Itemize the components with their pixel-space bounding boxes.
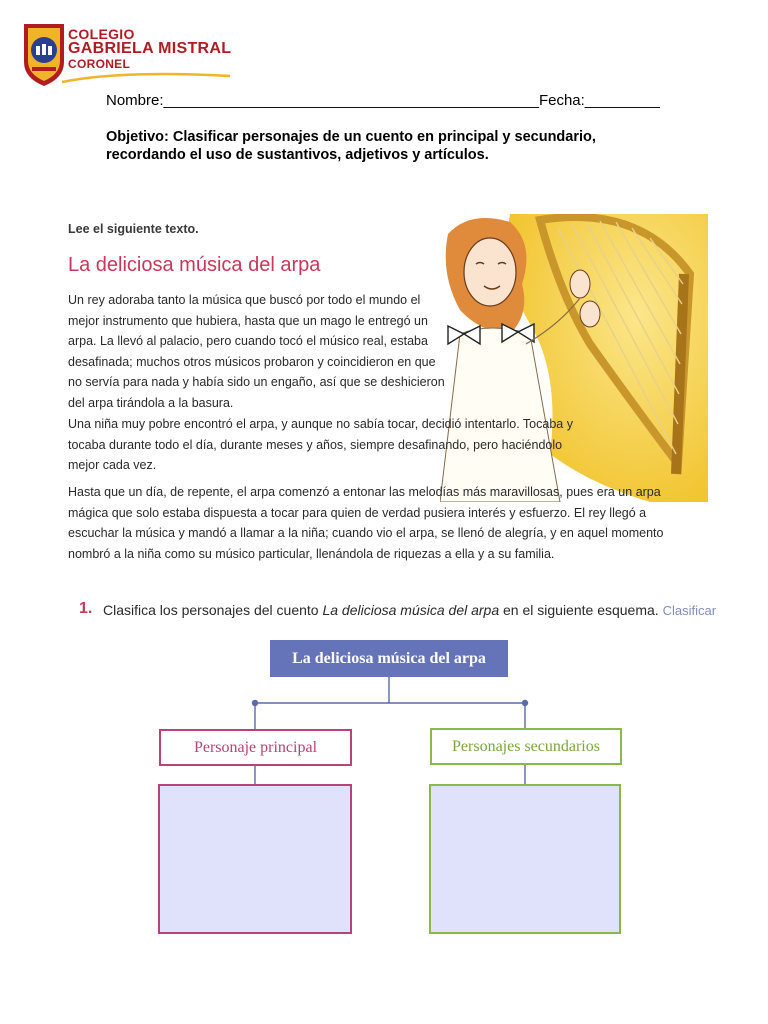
question-text-end: en el siguiente esquema.	[499, 602, 663, 618]
fecha-field[interactable]: _________	[584, 92, 660, 109]
diagram-root-box: La deliciosa música del arpa	[270, 640, 508, 677]
story-paragraph-2: Una niña muy pobre encontró el arpa, y aunque no sabía tocar, decidió intentarlo. Tocaba y tocaba durante todo el día, durante meses y años, siempre desafinando, pero haciéndolo mejor cada vez.	[68, 417, 573, 473]
nombre-label: Nombre:	[106, 92, 164, 109]
connector-dot-left	[252, 700, 258, 706]
logo-text-city: CORONEL	[68, 57, 131, 71]
connector-dot-right	[522, 700, 528, 706]
fecha-label: Fecha:	[538, 92, 585, 109]
skill-tag: Clasificar	[662, 603, 717, 618]
story-paragraph-1: Un rey adoraba tanto la música que buscó por todo el mundo el mejor instrumento que hubiera, hasta que un mago le entregó un arpa. La llevó al palacio, pero cuando tocó el músico real, estaba desafinada; muchos otros músicos probaron y coincidieron en que no servía para nada y había sido un engaño, así que se deshicieron del arpa tirándola a la basura.	[68, 293, 445, 410]
question-story-title: La deliciosa música del arpa	[322, 602, 500, 618]
principal-answer-box[interactable]	[158, 784, 352, 934]
secondary-label-box: Personajes secundarios	[430, 728, 622, 765]
objective-text: Objetivo: Clasificar personajes de un cuento en principal y secundario, recordando el uso de sustantivos, adjetivos y artículos.	[106, 129, 596, 163]
reading-instruction: Lee el siguiente texto.	[68, 222, 199, 236]
logo-text-colegio: COLEGIO	[68, 26, 135, 42]
story-paragraph-3: Hasta que un día, de repente, el arpa comenzó a entonar las melodías más maravillosas, pues era un arpa mágica que solo estaba dispuesta a tocar para quien de verdad pusiera interés y esfuerzo. El rey llegó a escuchar la música y mandó a llamar a la niña; cuando vio el arpa, se llenó de alegría, y en aquel momento nombró a la niña como su músico particular, llenándola de riquezas a ella y a su familia.	[68, 485, 664, 561]
story-title: La deliciosa música del arpa	[68, 254, 321, 276]
principal-label-box: Personaje principal	[159, 729, 352, 766]
secondary-answer-box[interactable]	[429, 784, 621, 934]
logo-text-name: GABRIELA MISTRAL	[68, 40, 232, 57]
question-number: 1.	[79, 600, 93, 617]
question-text-start: Clasifica los personajes del cuento	[103, 602, 323, 618]
nombre-field[interactable]: _____________________________________________	[163, 92, 539, 109]
